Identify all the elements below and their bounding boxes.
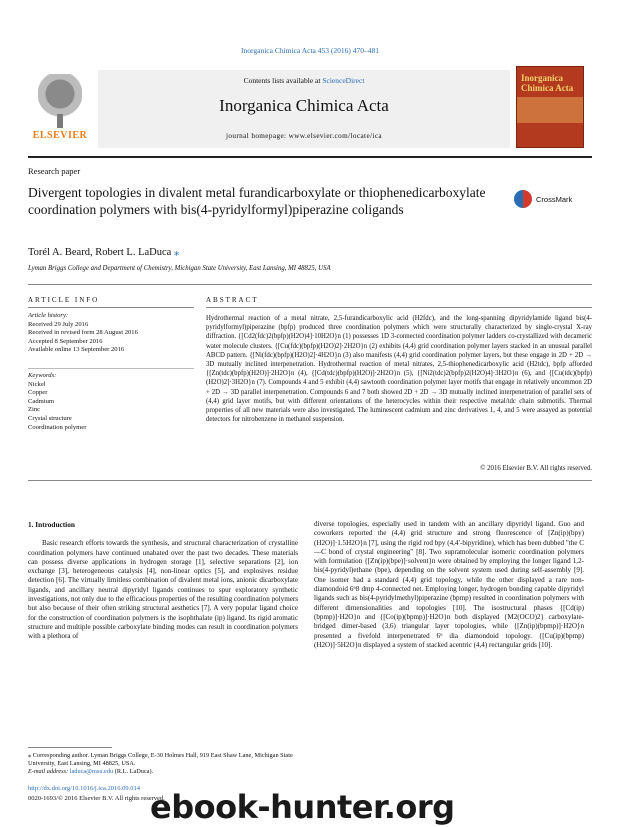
body-left-column (28, 520, 298, 642)
journal-header-box (98, 70, 510, 148)
elsevier-trunk (57, 114, 63, 128)
footnote-rule (28, 747, 112, 748)
abstract-text: Hydrothermal reaction of a metal nitrate, 2,5-furandicarboxylic acid (H2fdc), and the long-spanning dipyridylamide ligand bis(4-pyridylformyl)piperazine (bpfp) produced three coordination polymers which were structurally characterized by single-crystal X-ray diffraction. {[Cd2(fdc)2(bpfp)(H2O)4]·10H2O}n (1) possesses 1D 3-connected coordination polymer ladders co-crystallized with decameric water molecule clusters. {[Cu(fdc)(bpfp)(H2O)2]·2H2O}n (2) exhibits (4,4) grid coordination polymer layers stacked in an unusual parallel ABCD pattern. {[Ni(fdc)(bpfp)(H2O)2]·4H2O}n (3) also manifests (4,4) grid coordination polymer layers, but these engage in 2D + 2D → 3D mutually inclined interpenetration. Hydrothermal reaction of metal nitrates, 2,5-thiophenedicarboxylic acid (H2tdc), bpfp afforded {[Zn(tdc)(bpfp)(H2O)]·2H2O}n (4), {[Cd(tdc)(bpfp)(H2O)]·2H2O}n (5), {[Ni2(tdc)2(bpfp)2(H2O)4]·3H2O}n (6), and {[Cu(tdc)(bpfp)(H2O)2]·3H2O}n (7). Compounds 4 and 5 exhibit (4,4) sawtooth coordination polymer layer motifs that engage in relatively uncommon 2D + 2D → 3D parallel interpenetration. Compounds 6 and 7 both showed 2D + 2D → 3D mutually inclined interpenetration of parallel sets of (4,4) grid layer motifs, but with different orientations of the heterocycles within their respective metal/tdc chain submotifs. Thermal properties of all new materials were also investigated. The luminescent cadmium and zinc derivatives 1, 4, and 5 were assayed as potential detectors for nitrobenzene in methanol suspension. (206, 315, 592, 424)
affiliation-rule (28, 284, 592, 285)
contents-line (98, 76, 510, 85)
article-type: Research paper (28, 166, 81, 176)
corresponding-author-mark[interactable]: ⁎ (173, 247, 180, 258)
email-suffix: (R.L. LaDuca). (113, 768, 154, 776)
authors (28, 246, 179, 258)
keywords (28, 372, 194, 432)
introduction-paragraph: Basic research efforts towards the synthesis, and structural characterization of crystalline coordination polymers have continued unabated over the past two decades. These materials can possess diverse applications in hydrogen storage [1], selective separations [2], ion exchange [3], heterogeneous catalysis [4], non-linear optics [5], and explosives residue detection [6]. The virtually limitless combination of divalent metal ions, anionic dicarboxylate ligands, and ancillary neutral dipyridyl ligands continues to spur exploratory synthetic investigations, not only due to the efficacious properties of the resulting coordination polymers but also because of their often striking structural aesthetics [7]. A very popular ligand choice for the construction of coordination polymers is the isophthalate (ip) ligand. Its rigid aromatic structure and multiple possible carboxylate binding modes can result in coordination polymers with a plethora of (28, 539, 298, 641)
footnote (28, 752, 298, 777)
crossmark-icon (514, 190, 532, 208)
crossmark-label: CrossMark (536, 195, 573, 204)
corresponding-author-note: ⁎ Corresponding author. Lyman Briggs College, E-30 Holmes Hall, 919 East Shaw Lane, Michigan State University, East Lansing, MI 48825, USA. (28, 752, 293, 768)
history-label: Article history: (28, 312, 69, 319)
keyword-item: Coordination polymer (28, 423, 87, 431)
author-names: Torél A. Beard, Robert L. LaDuca (28, 247, 172, 258)
article-history (28, 312, 194, 355)
header-rule (28, 156, 592, 158)
keyword-item: Cadmium (28, 397, 55, 405)
journal-cover-image (516, 66, 584, 148)
abstract-end-rule (28, 480, 592, 481)
contents-prefix: Contents lists available at (243, 76, 323, 85)
masthead (28, 66, 592, 152)
introduction-heading: 1. Introduction (28, 520, 75, 529)
article-info-heading: ARTICLE INFO (28, 296, 100, 304)
watermark: ebook-hunter.org (150, 788, 455, 826)
sciencedirect-link[interactable]: ScienceDirect (322, 76, 365, 85)
email-link[interactable]: laduca@msu.edu (69, 768, 114, 776)
keyword-item: Crystal structure (28, 414, 72, 422)
abstract-rule (206, 307, 592, 308)
info-rule (28, 307, 194, 308)
cover-band (517, 97, 583, 123)
abstract-heading: ABSTRACT (206, 296, 259, 304)
introduction-paragraph-continued: diverse topologies, especially used in tandem with an ancillary dipyridyl ligand. Guo and coworkers reported the (4,4) grid structure and strong fluorescence of [Zn(ip)(bpy)(H2O)]·1.5H2O}n [7], using the rigid rod bpy (4,4′-bipyridine), which has been dubbed "the C—C bond of crystal engineering" [8]. Two supramolecular isomeric coordination polymers with formulation {[Zn(ip)(bpe)]·solvent}n were obtained by employing the longer ligand 1,2-bis(4-pyridyl)ethane (bpe), depending on the solvent system used during self-assembly [9]. One isomer had a standard (4,4) grid topology, while the other displayed a rare non-diamondoid 6⁶8 dmp 4-connected net. Employing longer, hydrogen bonding capable dipyridyl ligands such as bis(4-pyridylmethyl)piperazine (bpmp) resulted in coordination polymers with different dimensionalities and topologies [10]. The isostructural phases {[Cd(ip)(bpmp)]·H2O}n and {[Co(ip)(bpmp)]·H2O}n both displayed {M2(OCO)2} carboxylate-bridged dimer-based (3,6) triangular layer topologies, while {[Zn(ip)(bpmp)]·H2O}n presented a fivefold interpenetrated 6⁶ dia diamondoid topology. {[Cu(ip)(bpmp)(H2O)]·5H2O}n displayed a system of stacked acentric (4,4) rectangular grids [10]. (314, 520, 584, 649)
journal-title: Inorganica Chimica Acta (219, 96, 389, 115)
affiliation: Lyman Briggs College and Department of Chemistry, Michigan State University, East Lansing, MI 48825, USA (28, 265, 331, 272)
issn-line: 0020-1693/© 2016 Elsevier B.V. All rights reserved. (28, 795, 165, 802)
keyword-item: Copper (28, 389, 48, 397)
abstract-copyright: © 2016 Elsevier B.V. All rights reserved. (480, 465, 592, 472)
doi-link[interactable]: http://dx.doi.org/10.1016/j.ica.2016.09.014 (28, 785, 141, 792)
keywords-label: Keywords: (28, 372, 57, 379)
keyword-item: Nickel (28, 380, 46, 388)
elsevier-logo (28, 74, 92, 146)
email-line (28, 768, 298, 776)
keywords-rule (28, 368, 194, 369)
history-item: Received 29 July 2016 (28, 320, 89, 328)
history-item: Received in revised form 28 August 2016 (28, 329, 138, 337)
history-item: Accepted 8 September 2016 (28, 337, 103, 345)
history-item: Available online 13 September 2016 (28, 346, 125, 354)
cover-title: Inorganica Chimica Acta (521, 73, 574, 93)
crossmark-badge[interactable] (514, 190, 604, 210)
publisher-name: ELSEVIER (32, 130, 88, 141)
keyword-item: Zinc (28, 406, 41, 414)
article-title: Divergent topologies in divalent metal furandicarboxylate or thiophenedicarboxylate coordination polymers with bis(4-pyridylformyl)piperazine coligands (28, 185, 486, 217)
journal-reference[interactable]: Inorganica Chimica Acta 453 (2016) 470–481 (241, 46, 379, 55)
journal-homepage[interactable]: journal homepage: www.elsevier.com/locate/ica (225, 132, 383, 140)
email-label: E-mail address: (28, 768, 70, 776)
body-right-column (314, 520, 584, 650)
